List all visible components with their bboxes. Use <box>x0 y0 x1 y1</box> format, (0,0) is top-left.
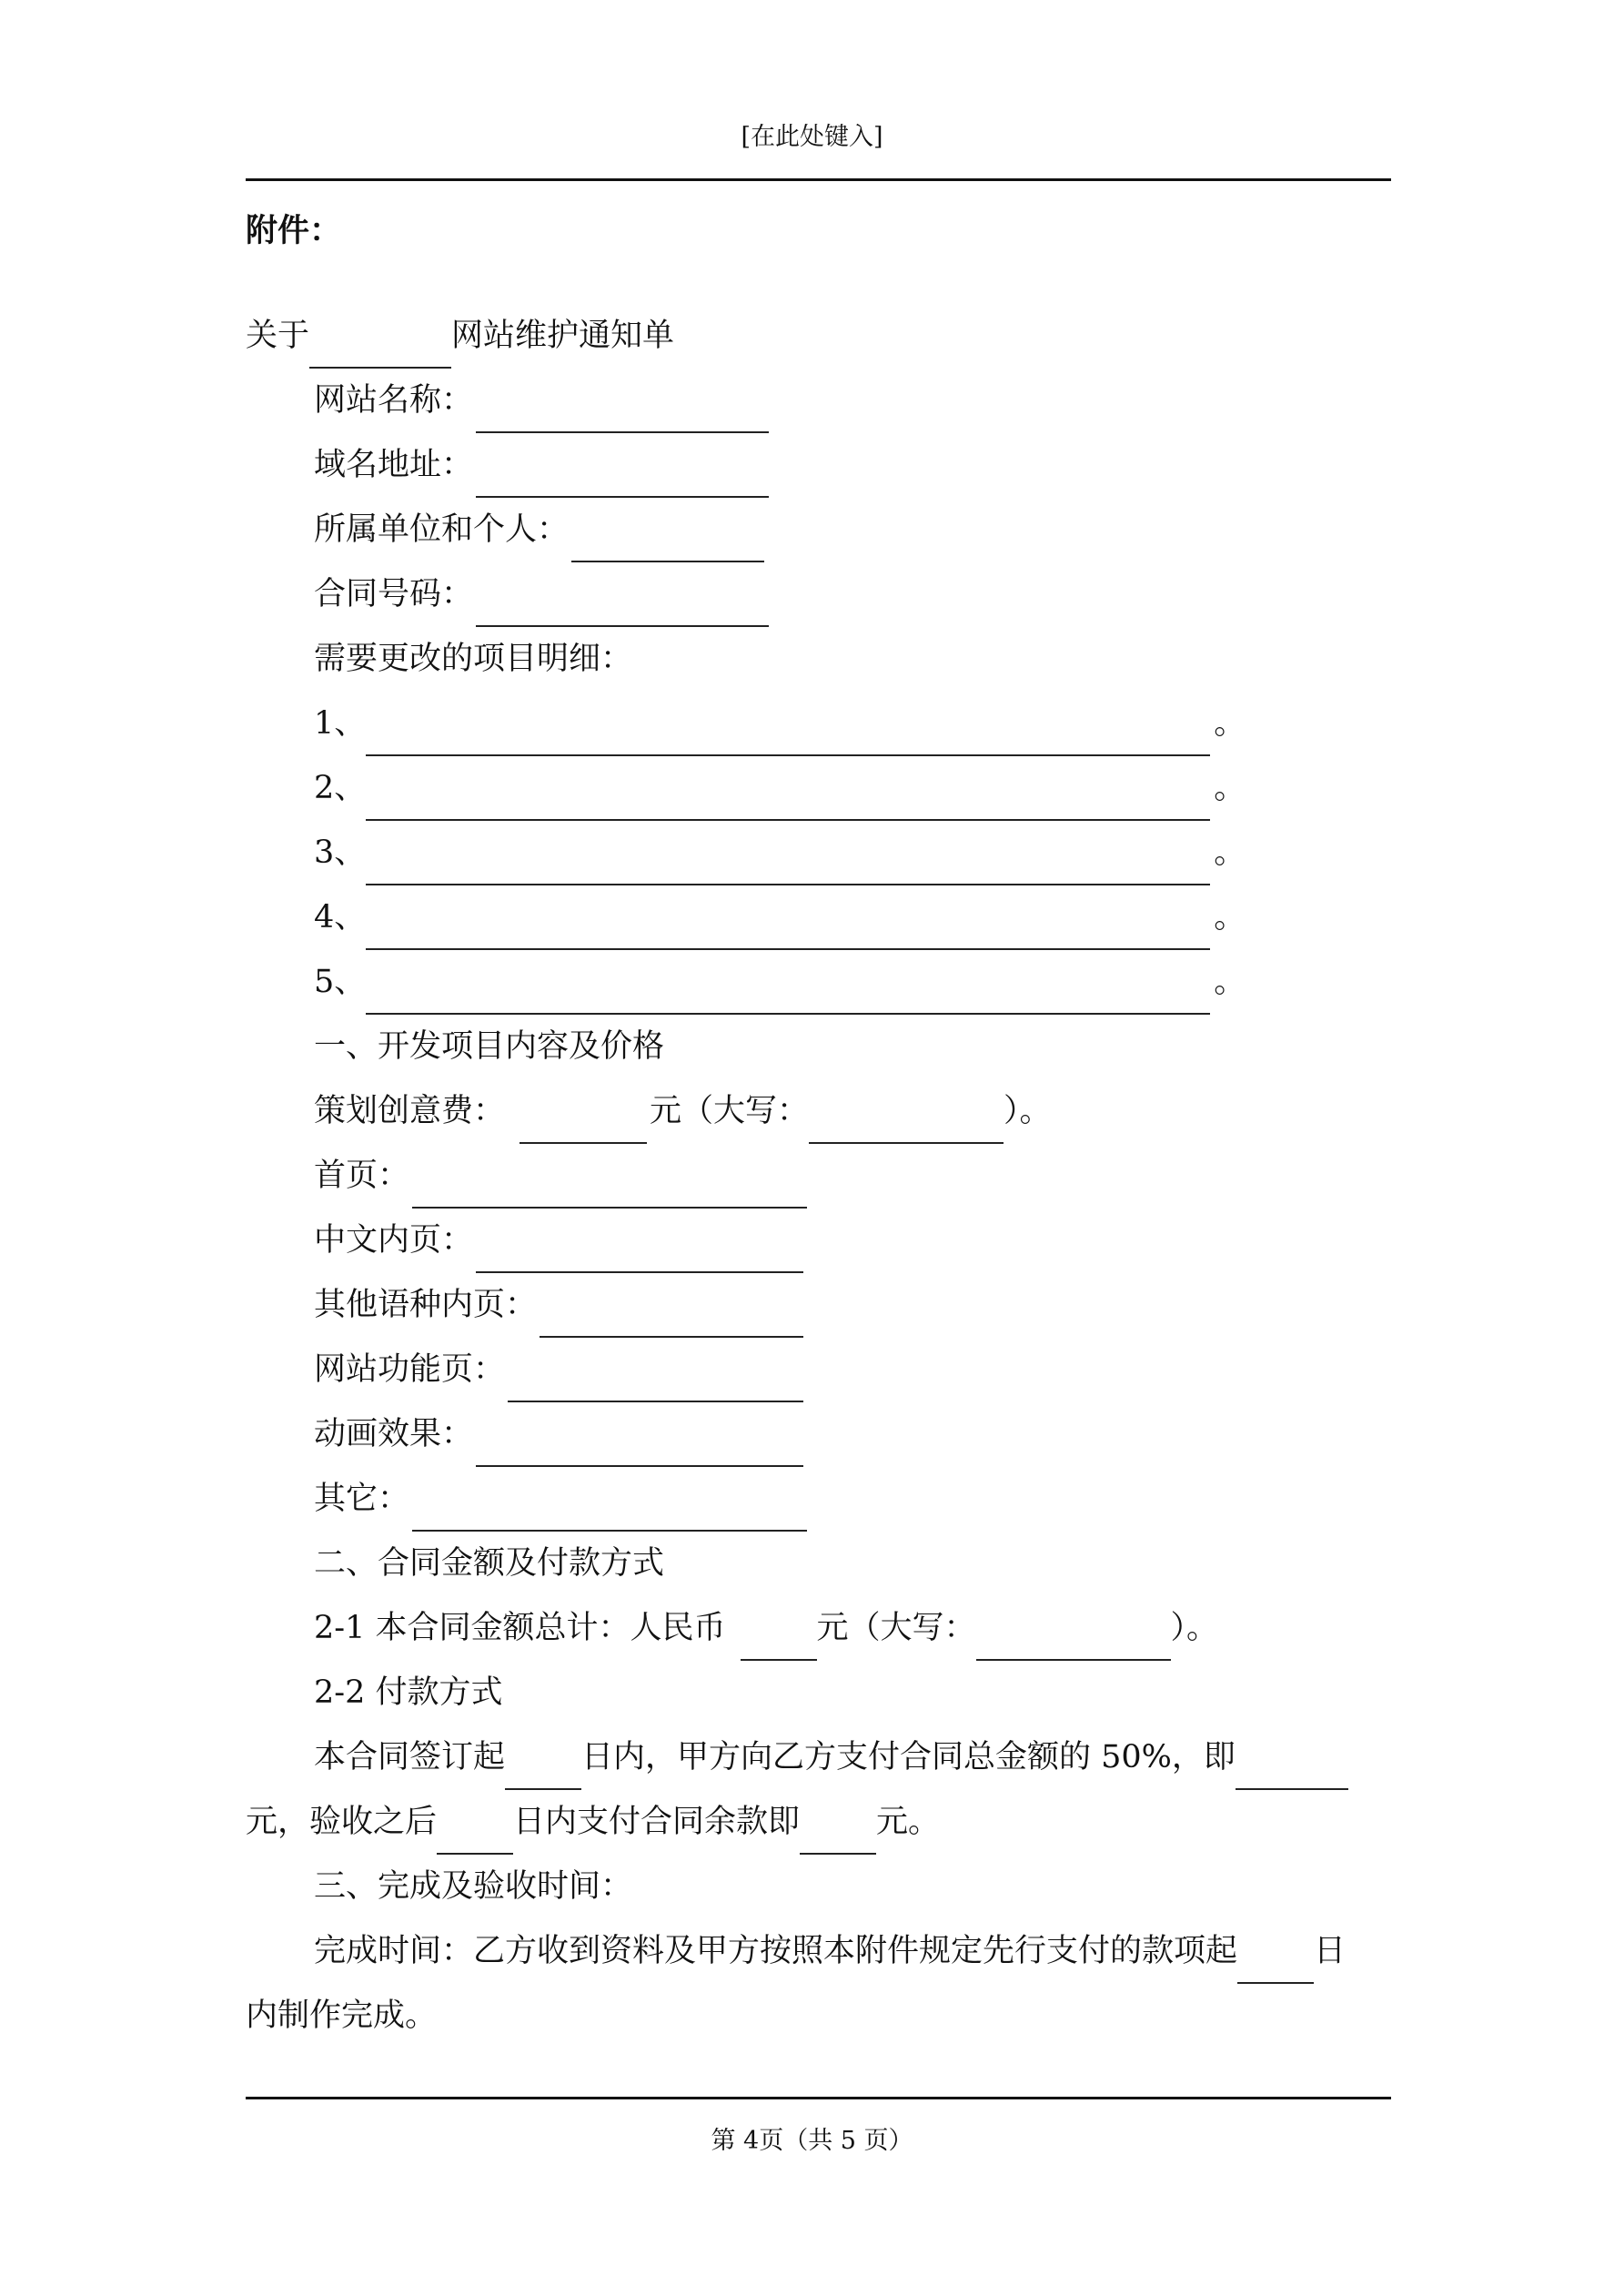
completion-line1-a: 完成时间：乙方收到资料及甲方按照本附件规定先行支付的款项起 <box>314 1933 1238 1969</box>
item-number: 4、 <box>314 899 367 936</box>
item-blank <box>366 844 1210 885</box>
total-unit: 元（大写： <box>816 1610 976 1646</box>
notice-title-prefix: 关于 <box>246 318 310 354</box>
payment-heading: 2-2 付款方式 <box>314 1674 503 1711</box>
planning-fee-words-blank <box>809 1102 1004 1144</box>
planning-fee-label: 策划创意费： <box>314 1093 506 1129</box>
list-item <box>246 885 1459 950</box>
list-item <box>246 950 1459 1015</box>
total-prefix: 2-1 本合同金额总计：人民币 <box>314 1610 726 1646</box>
items-label: 需要更改的项目明细： <box>314 641 633 677</box>
field-contract-no <box>246 562 1459 627</box>
page-header: [在此处键入] <box>741 123 883 151</box>
item-blank <box>366 908 1210 950</box>
notice-title-suffix: 网站维护通知单 <box>451 318 675 354</box>
function-blank <box>508 1360 803 1402</box>
field-cn-pages <box>246 1209 1459 1273</box>
page-footer: 第 4页（共 5 页） <box>711 2127 913 2155</box>
item-end: 。 <box>1214 834 1246 871</box>
item-end: 。 <box>1214 899 1246 936</box>
other-lang-label: 其他语种内页： <box>314 1287 538 1323</box>
list-item <box>246 692 1459 756</box>
payment-line-2 <box>246 1790 1391 1855</box>
completion-line-2: 内制作完成。 <box>246 1998 438 2034</box>
page-title: 附件： <box>246 212 342 249</box>
animation-label: 动画效果： <box>314 1416 474 1452</box>
section1-heading: 一、开发项目内容及价格 <box>314 1028 665 1065</box>
home-blank <box>412 1167 807 1209</box>
item-number: 5、 <box>314 964 367 1000</box>
payment-line1-b: 日内，甲方向乙方支付合同总金额的 50%，即 <box>581 1739 1236 1775</box>
function-label: 网站功能页： <box>314 1351 506 1388</box>
item-blank <box>366 779 1210 821</box>
owner-blank <box>571 521 764 562</box>
total-end: ）。 <box>1170 1610 1219 1646</box>
field-owner <box>246 498 1459 562</box>
site-name-label: 网站名称： <box>314 382 474 419</box>
item-end: 。 <box>1214 705 1246 742</box>
item-number: 1、 <box>314 705 367 742</box>
item-number: 2、 <box>314 770 367 806</box>
completion-line1-b: 日 <box>1314 1933 1347 1969</box>
total-amount-blank <box>741 1619 817 1661</box>
completion-days-blank <box>1237 1942 1314 1984</box>
payment-line-1 <box>246 1725 1459 1790</box>
cn-pages-blank <box>476 1231 803 1273</box>
field-home <box>246 1144 1459 1209</box>
balance-amount-blank <box>800 1813 876 1855</box>
payment-line2-a: 元，验收之后 <box>246 1804 438 1840</box>
header-rule <box>246 178 1391 181</box>
field-other <box>246 1467 1459 1532</box>
section2-heading: 二、合同金额及付款方式 <box>314 1545 665 1582</box>
cn-pages-label: 中文内页： <box>314 1222 474 1259</box>
item-number: 3、 <box>314 834 367 871</box>
item-blank <box>366 973 1210 1015</box>
notice-name-blank <box>309 327 451 369</box>
acceptance-days-blank <box>437 1813 513 1855</box>
footer-rule <box>246 2097 1391 2099</box>
list-item <box>246 821 1459 885</box>
planning-fee-amount-blank <box>519 1102 647 1144</box>
other-lang-blank <box>540 1296 803 1338</box>
planning-fee-unit: 元（大写： <box>650 1093 810 1129</box>
payment-line2-c: 元。 <box>876 1804 941 1840</box>
field-site-name <box>246 369 1459 433</box>
notice-title <box>246 304 1391 369</box>
total-words-blank <box>976 1619 1171 1661</box>
domain-blank <box>476 456 769 498</box>
planning-fee <box>246 1079 1459 1144</box>
item-end: 。 <box>1214 770 1246 806</box>
payment-first-amount-blank <box>1236 1748 1348 1790</box>
site-name-blank <box>476 391 769 433</box>
payment-line1-a: 本合同签订起 <box>314 1739 506 1775</box>
section3-heading: 三、完成及验收时间： <box>314 1868 633 1905</box>
owner-label: 所属单位和个人： <box>314 511 570 548</box>
field-function <box>246 1338 1459 1402</box>
list-item <box>246 756 1459 821</box>
other-label: 其它： <box>314 1481 410 1517</box>
item-end: 。 <box>1214 964 1246 1000</box>
payment-line2-b: 日内支付合同余款即 <box>513 1804 801 1840</box>
field-animation <box>246 1402 1459 1467</box>
animation-blank <box>476 1425 803 1467</box>
other-blank <box>412 1490 807 1532</box>
field-domain <box>246 433 1459 498</box>
item-blank <box>366 714 1210 756</box>
total-amount <box>246 1596 1459 1661</box>
contract-no-label: 合同号码： <box>314 576 474 612</box>
field-other-lang <box>246 1273 1459 1338</box>
contract-no-blank <box>476 585 769 627</box>
planning-fee-end: ）。 <box>1004 1093 1052 1129</box>
home-label: 首页： <box>314 1158 410 1194</box>
domain-label: 域名地址： <box>314 447 474 483</box>
payment-days-blank <box>505 1748 581 1790</box>
completion-line-1 <box>246 1919 1459 1984</box>
